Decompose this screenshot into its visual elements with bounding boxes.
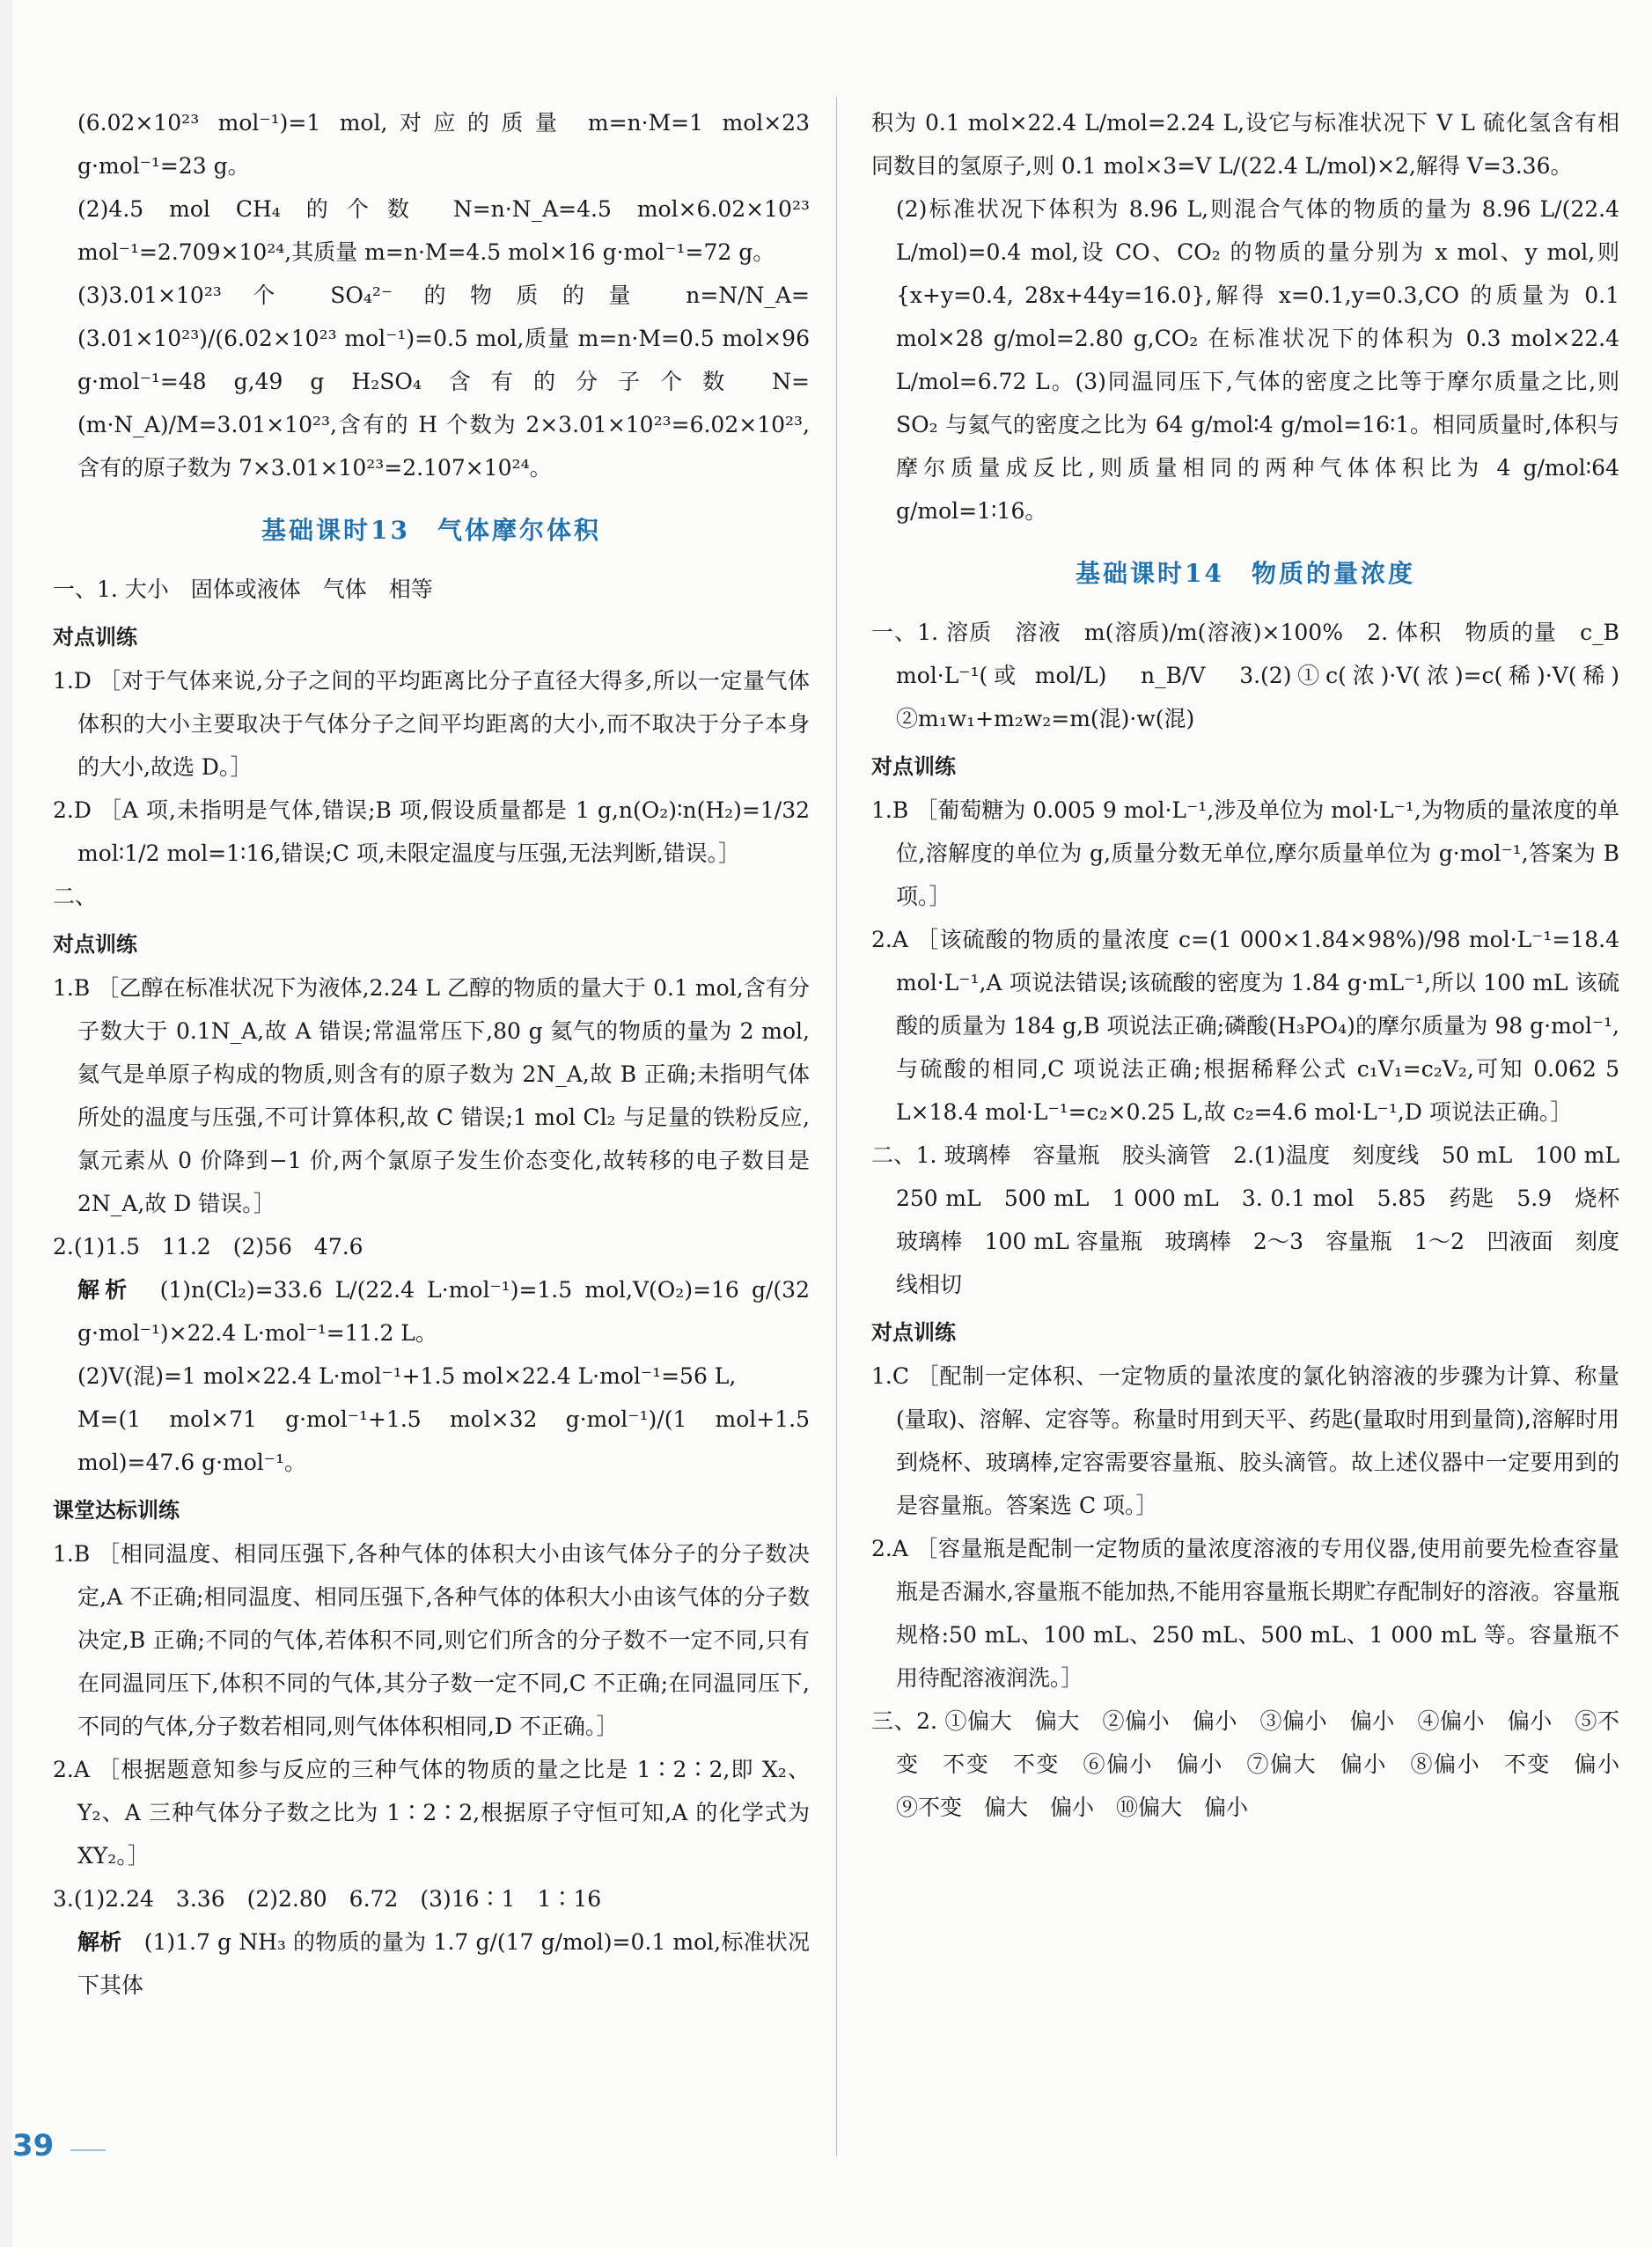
question-answer: 2.A ［该硫酸的物质的量浓度 c=(1 000×1.84×98%)/98 mol·L⁻¹=18.4 mol·L⁻¹,A 项说法错误;该硫酸的密度为 1.84 g·mL⁻¹,所以 100 mL 该硫酸的质量为 184 g,B 项说法正确;磷酸(H₃PO₄)的摩尔质量为 98 g·mol⁻¹,与硫酸的相同,C 项说法正确;根据稀释公式 c₁V₁=c₂V₂,可知 0.062 5 L×18.4 mol·L⁻¹=c₂×0.25 L,故 c₂=4.6 mol·L⁻¹,D 项说法正确。］ [871, 927, 1619, 1125]
explanation-text: (1)n(Cl₂)=33.6 L/(22.4 L·mol⁻¹)=1.5 mol,V(O₂)=16 g/(32 g·mol⁻¹)×22.4 L·mol⁻¹=11.2 L。 [77, 1277, 810, 1346]
column-divider [836, 97, 837, 2156]
question-answer: 1.D ［对于气体来说,分子之间的平均距离比分子直径大得多,所以一定量气体体积的大小主要取决于气体分子之间平均距离的大小,而不取决于分子本身的大小,故选 D。］ [53, 668, 810, 780]
question-answer: 1.B ［乙醇在标准状况下为液体,2.24 L 乙醇的物质的量大于 0.1 mol,含有分子数大于 0.1N_A,故 A 错误;常温常压下,80 g 氦气的物质的量为 2 mol,氦气是单原子构成的物质,则含有的原子数为 2N_A,故 B 正确;未指明气体所处的温度与压强,不可计算体积,故 C 错误;1 mol Cl₂ 与足量的铁粉反应,氯元素从 0 价降到−1 价,两个氯原子发生价态变化,故转移的电子数目是 2N_A,故 D 错误。］ [53, 975, 810, 1216]
paragraph: (3)3.01×10²³ 个 SO₄²⁻ 的物质的量 n=N/N_A=(3.01×10²³)/(6.02×10²³ mol⁻¹)=0.5 mol,质量 m=n·M=0.5 mol×96 g·mol⁻¹=48 g,49 g H₂SO₄ 含有的分子个数 N=(m·N_A)/M=3.01×10²³,含有的 H 个数为 2×3.01×10²³=6.02×10²³,含有的原子数为 7×3.01×10²³=2.107×10²⁴。 [77, 283, 810, 481]
section-answer: 一、1. 大小 固体或液体 气体 相等 [53, 576, 433, 602]
explanation [53, 1268, 810, 1355]
section-heading: 课堂达标训练 [53, 1498, 180, 1523]
section-heading: 对点训练 [871, 754, 956, 779]
question-answer: 2.(1)1.5 11.2 (2)56 47.6 [53, 1234, 363, 1259]
section-answer: 二、1. 玻璃棒 容量瓶 胶头滴管 2.(1)温度 刻度线 50 mL 100 mL 250 mL 500 mL 1 000 mL 3. 0.1 mol 5.85 药匙 5.9 烧杯 玻璃棒 100 mL 容量瓶 玻璃棒 2～3 容量瓶 1～2 凹液面 刻度线相切 [871, 1142, 1642, 1297]
explanation [53, 1920, 810, 2007]
explanation: M=(1 mol×71 g·mol⁻¹+1.5 mol×32 g·mol⁻¹)/(1 mol+1.5 mol)=47.6 g·mol⁻¹。 [77, 1406, 810, 1475]
paragraph: 积为 0.1 mol×22.4 L/mol=2.24 L,设它与标准状况下 V L 硫化氢含有相同数目的氢原子,则 0.1 mol×3=V L/(22.4 L/mol)×2,解得 V=3.36。 [871, 110, 1619, 179]
page-number: 39 [12, 2128, 55, 2163]
question-answer: 2.D ［A 项,未指明是气体,错误;B 项,假设质量都是 1 g,n(O₂)∶n(H₂)=1/32 mol∶1/2 mol=1∶16,错误;C 项,未限定温度与压强,无法判断,错误。］ [53, 797, 810, 866]
question-answer: 2.A ［根据题意知参与反应的三种气体的物质的量之比是 1∶2∶2,即 X₂、Y₂、A 三种气体分子数之比为 1∶2∶2,根据原子守恒可知,A 的化学式为 XY₂。］ [53, 1757, 810, 1869]
section-heading: 对点训练 [53, 932, 137, 957]
question-answer: 2.A ［容量瓶是配制一定物质的量浓度溶液的专用仪器,使用前要先检查容量瓶是否漏水,容量瓶不能加热,不能用容量瓶长期贮存配制好的溶液。容量瓶规格:50 mL、100 mL、250 mL、500 mL、1 000 mL 等。容量瓶不用待配溶液润洗。］ [871, 1536, 1619, 1691]
page-number-rule [70, 2149, 106, 2151]
question-answer: 3.(1)2.24 3.36 (2)2.80 6.72 (3)16∶1 1∶16 [53, 1886, 602, 1912]
lesson-14-title: 基础课时14 物质的量浓度 [1076, 559, 1415, 588]
question-answer: 1.B ［葡萄糖为 0.005 9 mol·L⁻¹,涉及单位为 mol·L⁻¹,为物质的量浓度的单位,溶解度的单位为 g,质量分数无单位,摩尔质量单位为 g·mol⁻¹,答案为 B 项。］ [871, 797, 1619, 909]
paragraph: (6.02×10²³ mol⁻¹)=1 mol,对应的质量 m=n·M=1 mol×23 g·mol⁻¹=23 g。 [77, 110, 810, 179]
explanation-text: (1)1.7 g NH₃ 的物质的量为 1.7 g/(17 g/mol)=0.1 mol,标准状况下其体 [77, 1929, 810, 1998]
right-column [871, 101, 1642, 1829]
explanation: (2)V(混)=1 mol×22.4 L·mol⁻¹+1.5 mol×22.4 L·mol⁻¹=56 L, [77, 1363, 737, 1389]
lesson-13-title: 基础课时13 气体摩尔体积 [261, 516, 601, 545]
question-answer: 1.B ［相同温度、相同压强下,各种气体的体积大小由该气体分子的分子数决定,A 不正确;相同温度、相同压强下,各种气体的体积大小由该气体的分子数决定,B 正确;不同的气体,若体积不同,则它们所含的分子数不一定不同,只有在同温同压下,体积不同的气体,其分子数一定不同,C 不正确;在同温同压下,不同的气体,分子数若相同,则气体体积相同,D 不正确。］ [53, 1541, 810, 1739]
section-answer: 一、1. 溶质 溶液 m(溶质)/m(溶液)×100% 2. 体积 物质的量 c_B mol·L⁻¹(或 mol/L) n_B/V 3.(2)①c(浓)·V(浓)=c(稀)·V(稀) ②m₁w₁+m₂w₂=m(混)·w(混) [871, 620, 1642, 731]
explanation-label: 解析 [77, 1277, 133, 1303]
binding-edge [0, 0, 12, 2247]
question-answer: 1.C ［配制一定体积、一定物质的量浓度的氯化钠溶液的步骤为计算、称量(量取)、溶解、定容等。称量时用到天平、药匙(量取时用到量筒),溶解时用到烧杯、玻璃棒,定容需要容量瓶、胶头滴管。故上述仪器中一定要用到的是容量瓶。答案选 C 项。］ [871, 1363, 1619, 1518]
section-answer: 二、 [53, 884, 98, 909]
section-answer: 三、2. ①偏大 偏大 ②偏小 偏小 ③偏小 偏小 ④偏小 偏小 ⑤不变 不变 不变 ⑥偏小 偏小 ⑦偏大 偏小 ⑧偏小 不变 偏小 ⑨不变 偏大 偏小 ⑩偏大 偏小 [871, 1708, 1642, 1820]
explanation-label: 解析 [77, 1929, 122, 1955]
section-heading: 对点训练 [53, 625, 137, 650]
left-column [53, 101, 810, 2007]
section-heading: 对点训练 [871, 1320, 956, 1345]
paragraph: (2)4.5 mol CH₄ 的个数 N=n·N_A=4.5 mol×6.02×10²³ mol⁻¹=2.709×10²⁴,其质量 m=n·M=4.5 mol×16 g·mol⁻¹=72 g。 [77, 196, 810, 265]
paragraph: (2)标准状况下体积为 8.96 L,则混合气体的物质的量为 8.96 L/(22.4 L/mol)=0.4 mol,设 CO、CO₂ 的物质的量分别为 x mol、y mol,则 {x+y=0.4, 28x+44y=16.0},解得 x=0.1,y=0.3,CO 的质量为 0.1 mol×28 g/mol=2.80 g,CO₂ 在标准状况下的体积为 0.3 mol×22.4 L/mol=6.72 L。(3)同温同压下,气体的密度之比等于摩尔质量之比,则 SO₂ 与氦气的密度之比为 64 g/mol∶4 g/mol=16∶1。相同质量时,体积与摩尔质量成反比,则质量相同的两种气体体积比为 4 g/mol∶64 g/mol=1∶16。 [896, 196, 1619, 524]
